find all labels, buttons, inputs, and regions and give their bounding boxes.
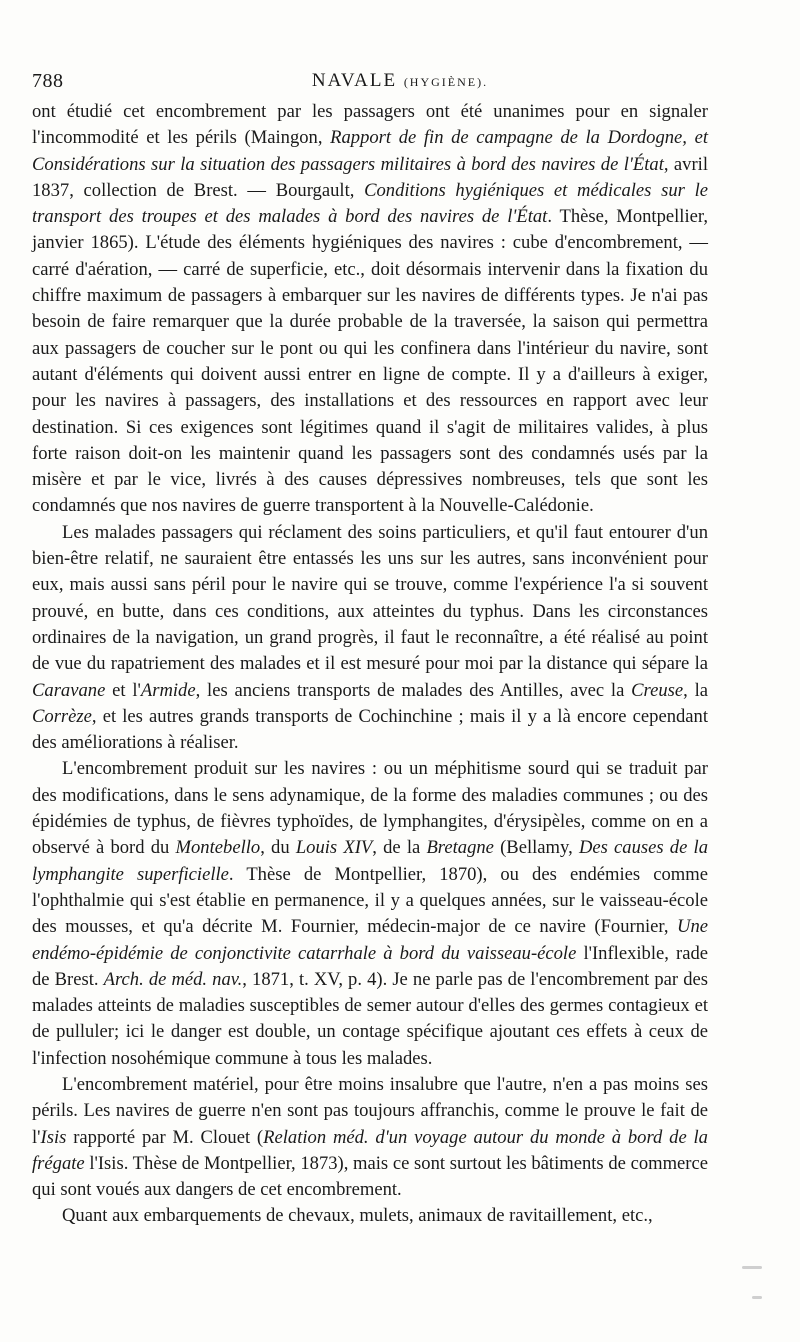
text-run: , du: [260, 837, 296, 859]
text-run: L'encombrement matériel, pour être moins insalubre que l'autre, n'en a pas moins ses périls. Les navires de guerre n'en sont pas toujours affranchis, comme le prouve le fait de l': [32, 1073, 708, 1148]
italic-run: Une endémo-épidémie de conjonctivite catarrhale à bord du vaisseau-école: [32, 916, 708, 964]
text-run: . Thèse de Montpellier, 1870), ou des endémies comme l'ophthalmie qui s'est établie en permanence, il y a quelques années, sur le vaisseau-école des mousses, et qu'a décrite M. Fournier, médecin-major de ce navire (Fournier,: [32, 863, 708, 938]
text-run: et l': [105, 679, 141, 701]
italic-run: Bretagne: [426, 837, 494, 859]
paragraph-2: [32, 520, 708, 757]
italic-run: Creuse: [631, 679, 684, 701]
italic-run: Des causes de la lymphangite superficielle: [32, 837, 708, 885]
running-title: [30, 70, 770, 92]
text-run: , de la: [372, 837, 427, 859]
italic-run: Isis: [40, 1126, 67, 1148]
text-run: l'Inflexible, rade de Brest.: [32, 942, 708, 990]
text-run: . Thèse, Montpellier, janvier 1865). L'étude des éléments hygiéniques des navires : cube d'encombrement, — carré d'aération, — carré de superficie, etc., doit désormais intervenir dans la fixation du chiffre maximum de passagers à embarquer sur les navires de différents types. Je n'ai pas besoin de faire remarquer que la durée probable de la traversée, la saison qui permettra aux passagers de coucher sur le pont ou qui les confinera dans l'intérieur du navire, sont autant d'éléments qui doivent aussi entrer en ligne de compte. Il y a d'ailleurs à exiger, pour les navires à passagers, des installations et des ressources en rapport avec leur destination. Si ces exigences sont légitimes quand il s'agit de militaires valides, à plus forte raison doit-on les maintenir quand les passagers sont des condamnés usés par la misère et par le vice, livrés à des causes dépressives nombreuses, tels que sont les condamnés que nos navires de guerre transportent à la Nouvelle-Calédonie.: [32, 206, 708, 517]
page-header: [30, 70, 770, 98]
body-text: [32, 99, 708, 1230]
italic-run: Louis XIV: [295, 837, 373, 859]
paragraph-5: [32, 1203, 708, 1229]
page-number: 788: [32, 70, 64, 92]
paragraph-3: [32, 756, 708, 1072]
text-run: ont étudié cet encombrement par les passagers ont été unanimes pour en signaler l'incommodité et les périls (Maingon,: [32, 101, 708, 149]
italic-run: Caravane: [32, 679, 106, 701]
italic-run: Relation méd. d'un voyage autour du monde à bord de la frégate: [32, 1126, 708, 1174]
paragraph-4: [32, 1072, 708, 1203]
ink-smudge: [742, 1266, 762, 1269]
paragraph-1: [32, 99, 708, 520]
text-run: , avril 1837, collection de Brest. — Bourgault,: [32, 153, 709, 201]
italic-run: Arch. de méd. nav.: [103, 968, 243, 990]
text-run: L'encombrement produit sur les navires : ou un méphitisme sourd qui se traduit par des modifications, dans le sens adynamique, de la forme des maladies communes ; ou des épidémies de typhus, de fièvres typhoïdes, de lymphangites, d'érysipèles, comme on en a observé à bord du: [32, 758, 708, 859]
text-run: l'Isis. Thèse de Montpellier, 1873), mais ce sont surtout les bâtiments de commerce qui sont voués aux dangers de cet encombrement.: [32, 1152, 708, 1201]
text-run: , et les autres grands transports de Cochinchine ; mais il y a là encore cependant des améliorations à réaliser.: [32, 705, 708, 754]
text-run: , la: [683, 679, 708, 701]
text-run: , 1871, t. XV, p. 4). Je ne parle pas de l'encombrement par des malades atteints de maladies susceptibles de semer autour d'elles des germes contagieux et de pulluler; ici le danger est double, un contage spécifique ajoutant ces effets à ceux de l'infection nosohémique commune à tous les malades.: [32, 968, 708, 1069]
italic-run: Conditions hygiéniques et médicales sur le transport des troupes et des malades à bord des navires de l'État: [32, 179, 708, 228]
italic-run: Armide: [140, 679, 196, 701]
italic-run: Corrèze: [32, 705, 92, 727]
text-run: Quant aux embarquements de chevaux, mulets, animaux de ravitaillement, etc.,: [62, 1205, 653, 1227]
running-title-main: NAVALE: [311, 70, 398, 91]
italic-run: Montebello: [175, 837, 261, 859]
ink-smudge: [752, 1296, 762, 1299]
text-run: (Bellamy,: [493, 837, 579, 859]
text-run: Les malades passagers qui réclament des soins particuliers, et qu'il faut entourer d'un bien-être relatif, ne sauraient être entassés les uns sur les autres, sans inconvénient pour eux, mais aussi sans péril pour le navire qui se trouve, comme l'expérience l'a si souvent prouvé, en butte, dans ces conditions, aux atteintes du typhus. Dans les circonstances ordinaires de la navigation, un grand progrès, il faut le reconnaître, a été réalisé au point de vue du rapatriement des malades et il est mesuré pour moi par la distance qui sépare la: [32, 521, 708, 675]
running-title-sub: (HYGIÈNE).: [403, 75, 489, 89]
text-run: , les anciens transports de malades des Antilles, avec la: [195, 679, 632, 701]
italic-run: Rapport de fin de campagne de la Dordogne, et Considérations sur la situation des passagers militaires à bord des navires de l'État: [32, 127, 708, 175]
text-run: rapporté par M. Clouet (: [66, 1126, 264, 1148]
